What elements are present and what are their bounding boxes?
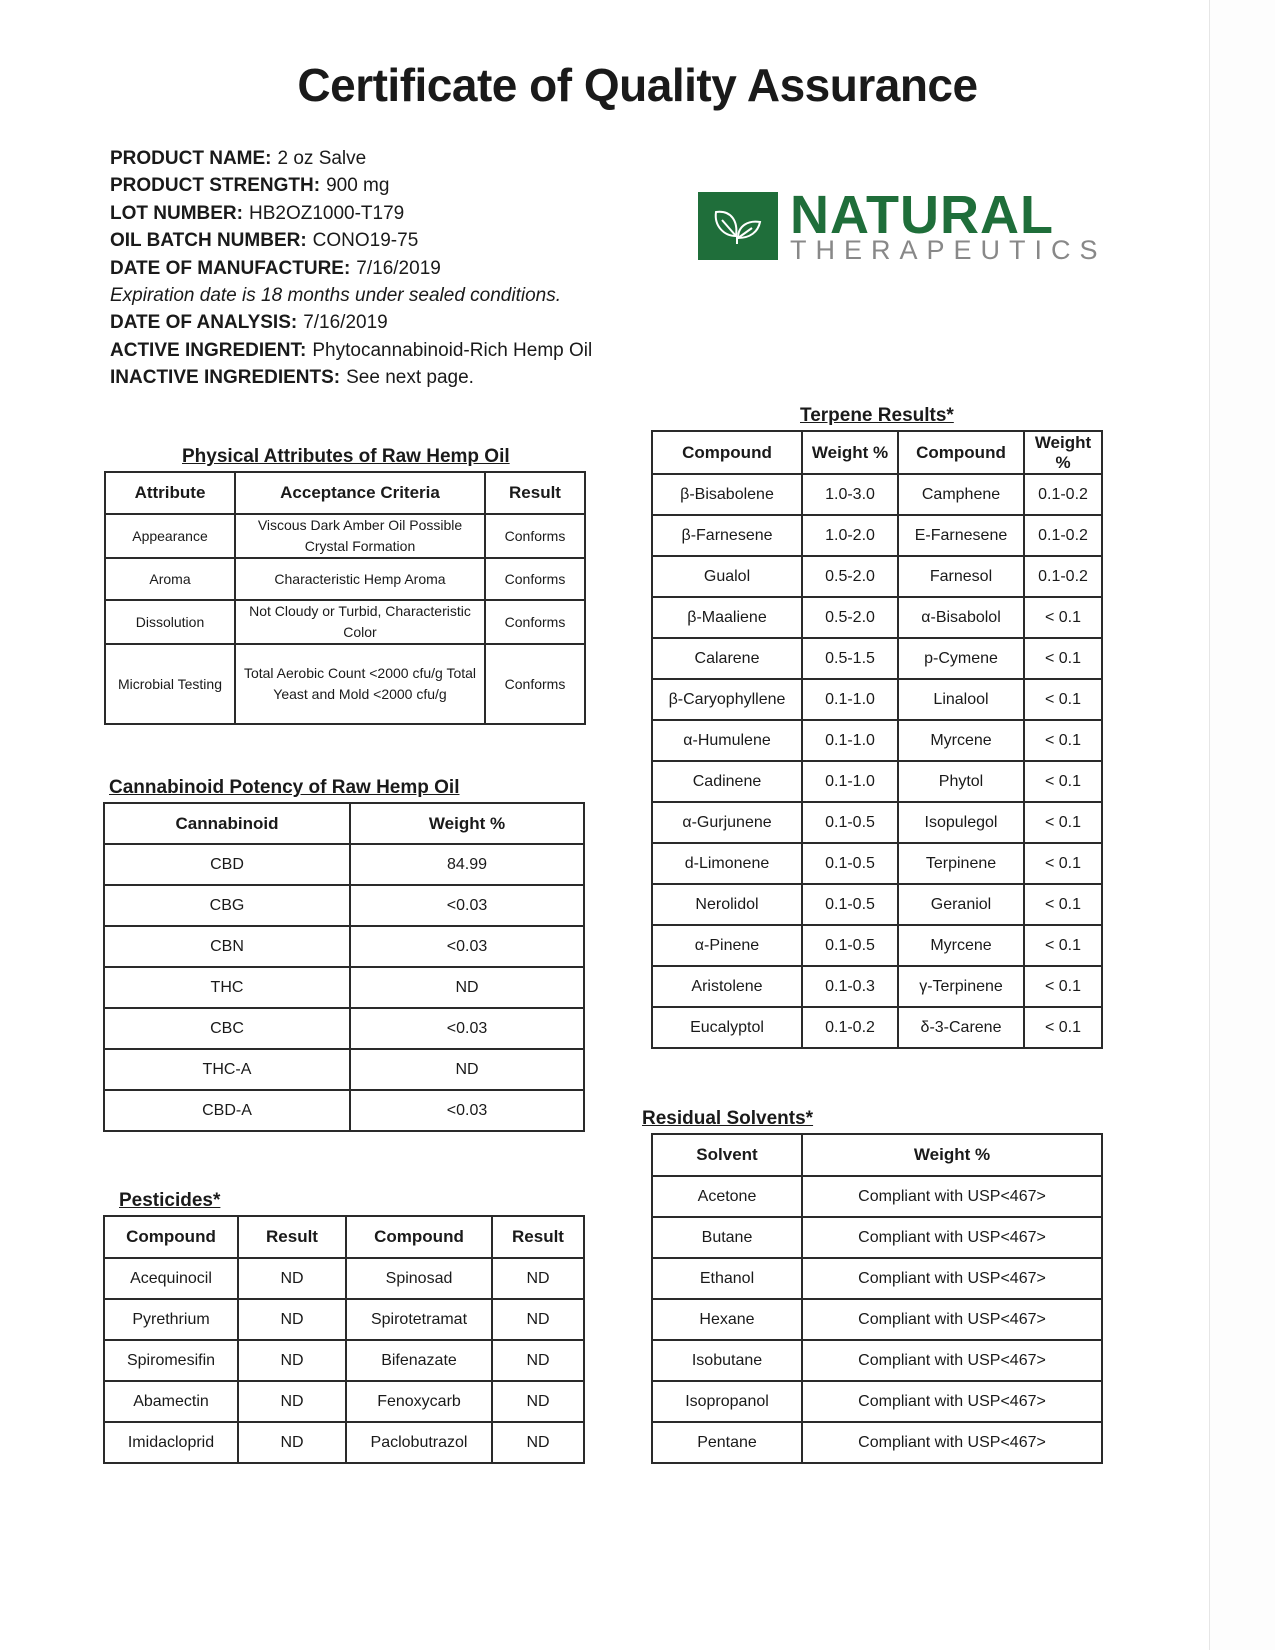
cell: 0.1-1.0 [802, 679, 898, 720]
cell: THC-A [104, 1049, 350, 1090]
table-row [104, 1381, 584, 1422]
table-row [652, 720, 1102, 761]
header-cell: Compound [104, 1216, 238, 1258]
table-row [652, 474, 1102, 515]
cell: Compliant with USP<467> [802, 1381, 1102, 1422]
terpene-results-title: Terpene Results* [800, 405, 954, 426]
cell: Ethanol [652, 1258, 802, 1299]
cell: Calarene [652, 638, 802, 679]
cell: Eucalyptol [652, 1007, 802, 1048]
header-cell: Weight % [1024, 431, 1102, 474]
table-header [104, 803, 584, 844]
label: INACTIVE INGREDIENTS: [110, 367, 341, 389]
cell: 0.1-0.2 [1024, 556, 1102, 597]
cell: ND [492, 1381, 584, 1422]
cell: <0.03 [350, 1090, 584, 1131]
pesticides-table [103, 1215, 585, 1464]
cell: 0.1-0.5 [802, 925, 898, 966]
cell: 0.1-0.5 [802, 802, 898, 843]
cell: Farnesol [898, 556, 1024, 597]
cell: Cadinene [652, 761, 802, 802]
product-strength: 900 mg [326, 175, 390, 197]
cell: Conforms [485, 644, 585, 724]
cell: δ-3-Carene [898, 1007, 1024, 1048]
cell: Dissolution [105, 600, 235, 644]
analysis-date-row [110, 309, 592, 336]
product-info [110, 145, 592, 392]
cell: CBN [104, 926, 350, 967]
cell: Compliant with USP<467> [802, 1340, 1102, 1381]
cell: d-Limonene [652, 843, 802, 884]
physical-attributes-table [104, 471, 586, 725]
cell: Spiromesifin [104, 1340, 238, 1381]
active-ingredient-row [110, 337, 592, 364]
label: DATE OF MANUFACTURE: [110, 257, 351, 279]
cell: Camphene [898, 474, 1024, 515]
inactive-ingredients-row [110, 364, 592, 391]
cell: ND [492, 1422, 584, 1463]
header-cell: Result [492, 1216, 584, 1258]
table-row [104, 844, 584, 885]
product-strength-row [110, 172, 592, 199]
cell: < 0.1 [1024, 679, 1102, 720]
cell: ND [238, 1340, 346, 1381]
table-row [652, 884, 1102, 925]
cell: Microbial Testing [105, 644, 235, 724]
table-row [652, 761, 1102, 802]
header-cell: Compound [652, 431, 802, 474]
cell: ND [492, 1340, 584, 1381]
cell: CBD-A [104, 1090, 350, 1131]
logo-subtitle: THERAPEUTICS [790, 235, 1107, 265]
cell: β-Bisabolene [652, 474, 802, 515]
table-row [104, 1090, 584, 1131]
table-row [104, 1049, 584, 1090]
header-cell: Compound [898, 431, 1024, 474]
cell: Myrcene [898, 720, 1024, 761]
cell: 0.1-0.5 [802, 884, 898, 925]
cell: 0.1-0.2 [802, 1007, 898, 1048]
table-row [652, 802, 1102, 843]
cell: Geraniol [898, 884, 1024, 925]
table-row [104, 1422, 584, 1463]
table-row [652, 1007, 1102, 1048]
table-row [652, 1258, 1102, 1299]
company-logo [698, 185, 1107, 265]
product-name-row [110, 145, 592, 172]
cell: Paclobutrazol [346, 1422, 492, 1463]
header-cell: Result [238, 1216, 346, 1258]
cell: 0.1-0.2 [1024, 515, 1102, 556]
cell: ND [350, 1049, 584, 1090]
cell: ND [492, 1258, 584, 1299]
cell: Conforms [485, 558, 585, 600]
cannabinoid-potency-title: Cannabinoid Potency of Raw Hemp Oil [109, 777, 460, 798]
label: DATE OF ANALYSIS: [110, 312, 298, 334]
header-cell: Weight % [802, 1134, 1102, 1176]
table-row [105, 600, 585, 644]
cell: Acequinocil [104, 1258, 238, 1299]
oil-batch-row [110, 227, 592, 254]
cell: Butane [652, 1217, 802, 1258]
cell: <0.03 [350, 926, 584, 967]
table-row [104, 1008, 584, 1049]
cell: 0.1-0.2 [1024, 474, 1102, 515]
inactive-ingredients: See next page. [346, 367, 474, 389]
cell: γ-Terpinene [898, 966, 1024, 1007]
cell: Aroma [105, 558, 235, 600]
header-cell: Acceptance Criteria [235, 472, 485, 514]
cell: β-Caryophyllene [652, 679, 802, 720]
table-header [652, 431, 1102, 474]
cell: 0.1-1.0 [802, 720, 898, 761]
cell: < 0.1 [1024, 925, 1102, 966]
cell: α-Gurjunene [652, 802, 802, 843]
page-title: Certificate of Quality Assurance [297, 59, 978, 111]
cell: β-Farnesene [652, 515, 802, 556]
cell: Linalool [898, 679, 1024, 720]
cell: Pentane [652, 1422, 802, 1463]
cell: < 0.1 [1024, 761, 1102, 802]
physical-attributes-title: Physical Attributes of Raw Hemp Oil [182, 446, 510, 467]
cell: < 0.1 [1024, 884, 1102, 925]
table-row [652, 1422, 1102, 1463]
cell: Phytol [898, 761, 1024, 802]
cell: CBC [104, 1008, 350, 1049]
expiration-note: Expiration date is 18 months under sealed conditions. [110, 285, 561, 307]
cell: < 0.1 [1024, 1007, 1102, 1048]
cell: 0.5-1.5 [802, 638, 898, 679]
header-cell: Weight % [350, 803, 584, 844]
residual-solvents-title: Residual Solvents* [642, 1108, 814, 1129]
label: PRODUCT STRENGTH: [110, 175, 321, 197]
table-row [105, 644, 585, 724]
cell: α-Pinene [652, 925, 802, 966]
cell: Spirotetramat [346, 1299, 492, 1340]
cell: 0.1-1.0 [802, 761, 898, 802]
header-cell: Result [485, 472, 585, 514]
manufacture-date: 7/16/2019 [356, 257, 441, 279]
label: ACTIVE INGREDIENT: [110, 339, 307, 361]
cannabinoid-potency-table [103, 802, 585, 1132]
header-cell: Compound [346, 1216, 492, 1258]
manufacture-date-row [110, 255, 592, 282]
table-row [652, 1176, 1102, 1217]
table-row [104, 1340, 584, 1381]
table-row [652, 597, 1102, 638]
cell: Pyrethrium [104, 1299, 238, 1340]
table-row [652, 556, 1102, 597]
table-row [652, 843, 1102, 884]
cell: CBD [104, 844, 350, 885]
table-row [104, 885, 584, 926]
cell: <0.03 [350, 1008, 584, 1049]
lot-number-row [110, 200, 592, 227]
cell: Acetone [652, 1176, 802, 1217]
residual-solvents-table [651, 1133, 1103, 1464]
product-name: 2 oz Salve [277, 148, 367, 169]
cell: CBG [104, 885, 350, 926]
cell: ND [492, 1299, 584, 1340]
table-header [104, 1216, 584, 1258]
header-cell: Attribute [105, 472, 235, 514]
cell: Viscous Dark Amber Oil Possible Crystal Formation [235, 514, 485, 558]
table-header [105, 472, 585, 514]
cell: 1.0-3.0 [802, 474, 898, 515]
cell: Myrcene [898, 925, 1024, 966]
table-row [652, 1217, 1102, 1258]
cell: ND [238, 1422, 346, 1463]
terpene-results-table [651, 430, 1103, 1049]
cell: α-Humulene [652, 720, 802, 761]
cell: Aristolene [652, 966, 802, 1007]
header-cell: Solvent [652, 1134, 802, 1176]
cell: Appearance [105, 514, 235, 558]
table-row [652, 1340, 1102, 1381]
table-header [652, 1134, 1102, 1176]
cell: Spinosad [346, 1258, 492, 1299]
cell: E-Farnesene [898, 515, 1024, 556]
cell: Hexane [652, 1299, 802, 1340]
cell: Fenoxycarb [346, 1381, 492, 1422]
active-ingredient: Phytocannabinoid-Rich Hemp Oil [312, 339, 593, 361]
cell: Gualol [652, 556, 802, 597]
cell: β-Maaliene [652, 597, 802, 638]
cell: Not Cloudy or Turbid, Characteristic Color [235, 600, 485, 644]
table-row [652, 515, 1102, 556]
cell: Isobutane [652, 1340, 802, 1381]
cell: 0.5-2.0 [802, 597, 898, 638]
cell: <0.03 [350, 885, 584, 926]
cell: Terpinene [898, 843, 1024, 884]
cell: < 0.1 [1024, 802, 1102, 843]
table-row [652, 925, 1102, 966]
cell: Isopulegol [898, 802, 1024, 843]
cell: p-Cymene [898, 638, 1024, 679]
cell: THC [104, 967, 350, 1008]
cell: Bifenazate [346, 1340, 492, 1381]
cell: 0.1-0.3 [802, 966, 898, 1007]
cell: Nerolidol [652, 884, 802, 925]
cell: 1.0-2.0 [802, 515, 898, 556]
table-row [652, 966, 1102, 1007]
cell: Compliant with USP<467> [802, 1217, 1102, 1258]
table-row [104, 967, 584, 1008]
logo-text [790, 185, 1107, 265]
cell: Total Aerobic Count <2000 cfu/g Total Yeast and Mold <2000 cfu/g [235, 644, 485, 724]
table-row [104, 1258, 584, 1299]
page-edge [1209, 0, 1275, 1650]
cell: < 0.1 [1024, 720, 1102, 761]
label: PRODUCT NAME: [110, 148, 272, 169]
cell: ND [238, 1258, 346, 1299]
cell: 0.5-2.0 [802, 556, 898, 597]
cell: Conforms [485, 514, 585, 558]
analysis-date: 7/16/2019 [303, 312, 388, 334]
table-row [652, 638, 1102, 679]
cell: Characteristic Hemp Aroma [235, 558, 485, 600]
cell: Imidacloprid [104, 1422, 238, 1463]
cell: ND [238, 1381, 346, 1422]
table-row [652, 1381, 1102, 1422]
table-row [105, 514, 585, 558]
label: OIL BATCH NUMBER: [110, 230, 307, 252]
cell: Compliant with USP<467> [802, 1176, 1102, 1217]
cell: 0.1-0.5 [802, 843, 898, 884]
cell: < 0.1 [1024, 597, 1102, 638]
cell: Abamectin [104, 1381, 238, 1422]
cell: 84.99 [350, 844, 584, 885]
cell: α-Bisabolol [898, 597, 1024, 638]
logo-name: NATURAL [790, 185, 1054, 245]
lot-number: HB2OZ1000-T179 [248, 202, 405, 224]
cell: Compliant with USP<467> [802, 1258, 1102, 1299]
cell: < 0.1 [1024, 638, 1102, 679]
header-cell: Cannabinoid [104, 803, 350, 844]
table-row [104, 926, 584, 967]
label: LOT NUMBER: [110, 202, 243, 224]
cell: < 0.1 [1024, 843, 1102, 884]
table-row [652, 679, 1102, 720]
table-row [104, 1299, 584, 1340]
table-row [652, 1299, 1102, 1340]
table-row [105, 558, 585, 600]
header-cell: Weight % [802, 431, 898, 474]
cell: ND [238, 1299, 346, 1340]
cell: Conforms [485, 600, 585, 644]
cell: < 0.1 [1024, 966, 1102, 1007]
leaf-icon [698, 192, 778, 260]
cell: Compliant with USP<467> [802, 1422, 1102, 1463]
cell: Isopropanol [652, 1381, 802, 1422]
oil-batch-number: CONO19-75 [312, 230, 419, 252]
cell: Compliant with USP<467> [802, 1299, 1102, 1340]
pesticides-title: Pesticides* [119, 1190, 221, 1211]
cell: ND [350, 967, 584, 1008]
